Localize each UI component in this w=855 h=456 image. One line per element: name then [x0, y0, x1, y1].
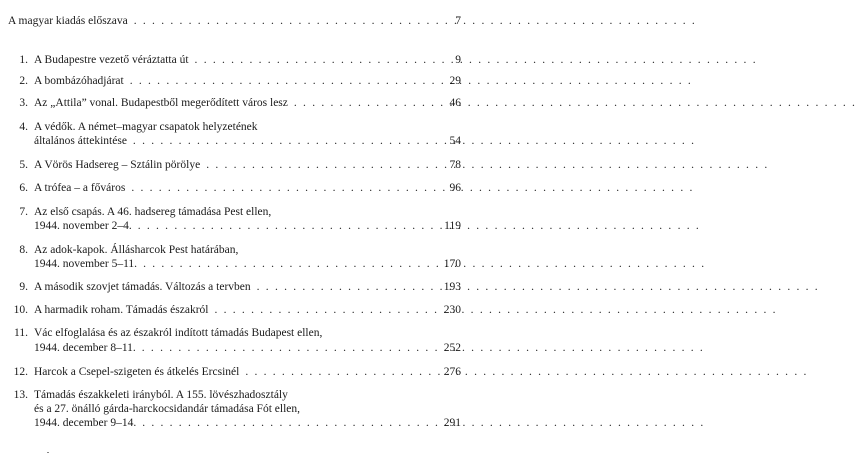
toc-entry-number: 5.: [19, 159, 28, 171]
toc-entry-number: 10.: [13, 304, 28, 316]
toc-entry-title: Harcok a Csepel-szigeten és átkelés Ercsinél: [34, 366, 240, 378]
leader-dots: [143, 257, 704, 271]
toc-entry-number: 12.: [13, 366, 28, 378]
toc-entry-page: 29: [449, 75, 461, 87]
leader-dots: [257, 280, 818, 294]
toc-entry-number: 2.: [19, 75, 28, 87]
toc-entry-number: 11.: [14, 327, 28, 339]
toc-entry-title-line: 1944. november 2–4.: [34, 220, 132, 232]
toc-entry-title: A Budapestre vezető véráztatta út: [34, 54, 189, 66]
toc-entry-page: 252: [443, 342, 461, 354]
leader-dots: [142, 416, 703, 430]
leader-dots: [214, 303, 775, 317]
toc-entry-title-line: A védők. A német–magyar csapatok helyzetének: [34, 121, 258, 133]
leader-dots: [138, 219, 699, 233]
toc-entry-number: 13.: [13, 389, 28, 401]
leader-dots: [131, 181, 692, 195]
leader-dots: [133, 134, 694, 148]
toc-entry-number: 1.: [19, 54, 28, 66]
toc-entry-number: 7.: [19, 206, 28, 218]
leader-dots: [130, 74, 691, 88]
toc-entry-title-line: általános áttekintése: [34, 135, 127, 147]
leader-dots: [134, 14, 695, 28]
leader-dots: [294, 96, 855, 110]
toc-entry-title: A bombázóhadjárat: [34, 75, 124, 87]
toc-entry-title-line: Támadás északkeleti irányból. A 155. lövészhadosztály: [34, 389, 288, 401]
toc-entry-page: 7: [455, 15, 461, 27]
toc-entry-page: 230: [443, 304, 461, 316]
toc-entry-page: 291: [443, 417, 461, 429]
toc-entry-number: 3.: [19, 97, 28, 109]
toc-entry-page: 170: [443, 258, 461, 270]
leader-dots: [245, 365, 806, 379]
toc-entry-page: 96: [449, 182, 461, 194]
toc-entry-title-line: 1944. december 8–11.: [34, 342, 136, 354]
toc-entry-title-line: 1944. december 9–14.: [34, 417, 137, 429]
toc-entry-title: A Vörös Hadsereg – Sztálin pörölye: [34, 159, 201, 171]
toc-entry-title-line: 1944. november 5–11.: [34, 258, 138, 270]
toc-entry-title: A második szovjet támadás. Változás a tervben: [34, 281, 251, 293]
toc-entry-number: 4.: [19, 121, 28, 133]
toc-entry-page: 193: [443, 281, 461, 293]
toc-entry-page: 54: [449, 135, 461, 147]
toc-entry-number: 8.: [19, 244, 28, 256]
leader-dots: [206, 158, 767, 172]
toc-entry-page: 46: [449, 97, 461, 109]
toc-entry-title-line: Az első csapás. A 46. hadsereg támadása Pest ellen,: [34, 206, 272, 218]
toc-entry-title-line: Vác elfoglalása és az északról indított támadás Budapest ellen,: [34, 327, 323, 339]
leader-dots: [142, 341, 703, 355]
toc-entry-page: 276: [443, 366, 461, 378]
toc-entry-title: A harmadik roham. Támadás északról: [34, 304, 209, 316]
toc-entry-number: 6.: [19, 182, 28, 194]
toc-entry-title-line: és a 27. önálló gárda-harckocsidandár támadása Fót ellen,: [34, 403, 300, 415]
toc-entry-title: Az „Attila” vonal. Budapestből megerődített város lesz: [34, 97, 288, 109]
toc-entry-title-line: Az adok-kapok. Állásharcok Pest határában,: [34, 244, 239, 256]
toc-entry-page: 78: [449, 159, 461, 171]
toc-entry-title: A trófea – a főváros: [34, 182, 126, 194]
scan-speck: [47, 452, 49, 453]
toc-entry-title: A magyar kiadás előszava: [8, 15, 128, 27]
leader-dots: [195, 53, 756, 67]
toc-entry-number: 9.: [19, 281, 28, 293]
toc-entry-page: 9: [455, 54, 461, 66]
toc-entry-page: 119: [444, 220, 461, 232]
